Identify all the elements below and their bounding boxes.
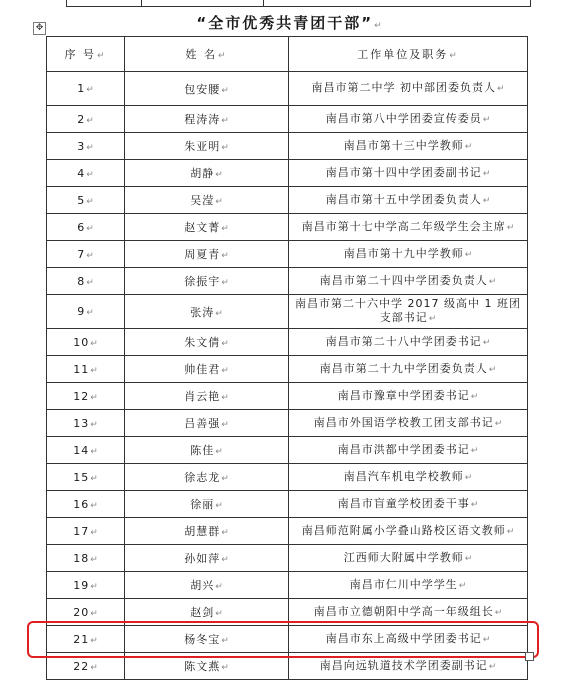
paragraph-mark-icon: ↵ bbox=[90, 419, 98, 430]
paragraph-mark-icon: ↵ bbox=[221, 366, 229, 376]
paragraph-mark-icon: ↵ bbox=[215, 501, 223, 511]
table-row bbox=[47, 356, 528, 383]
award-roster-table[interactable] bbox=[46, 36, 528, 680]
table-row bbox=[47, 491, 528, 518]
paragraph-mark-icon: ↵ bbox=[90, 554, 98, 565]
table-row bbox=[47, 241, 528, 268]
previous-table-divider bbox=[141, 0, 142, 6]
document-title bbox=[0, 12, 580, 33]
paragraph-mark-icon: ↵ bbox=[506, 222, 515, 233]
paragraph-mark-icon: ↵ bbox=[90, 527, 98, 538]
paragraph-mark-icon: ↵ bbox=[221, 116, 229, 126]
paragraph-mark-icon: ↵ bbox=[506, 526, 515, 537]
table-row bbox=[47, 106, 528, 133]
paragraph-mark-icon: ↵ bbox=[482, 195, 491, 206]
table-row bbox=[47, 464, 528, 491]
paragraph-mark-icon: ↵ bbox=[221, 528, 229, 538]
paragraph-mark-icon: ↵ bbox=[86, 85, 94, 95]
row-name-cell[interactable]: 徐丽↵ bbox=[125, 491, 289, 518]
row-unit-cell[interactable]: 南昌市第十七中学高二年级学生会主席↵ bbox=[289, 214, 528, 241]
paragraph-mark-icon: ↵ bbox=[86, 308, 94, 318]
table-row bbox=[47, 329, 528, 356]
table-row bbox=[47, 383, 528, 410]
paragraph-mark-icon: ↵ bbox=[215, 609, 223, 619]
row-number-cell[interactable]: 9↵ bbox=[47, 295, 125, 329]
selection-highlight-box bbox=[27, 621, 539, 658]
paragraph-mark-icon: ↵ bbox=[496, 84, 505, 94]
row-name-cell[interactable]: 肖云艳↵ bbox=[125, 383, 289, 410]
paragraph-mark-icon: ↵ bbox=[221, 474, 229, 484]
paragraph-mark-icon: ↵ bbox=[90, 338, 98, 349]
paragraph-mark-icon: ↵ bbox=[90, 446, 98, 457]
row-number-cell[interactable]: 10↵ bbox=[47, 329, 125, 356]
row-unit-cell[interactable]: 南昌市立德朝阳中学高一年级组长↵ bbox=[289, 599, 528, 626]
row-number-cell[interactable]: 7↵ bbox=[47, 241, 125, 268]
paragraph-mark-icon: ↵ bbox=[221, 278, 229, 288]
paragraph-mark-icon: ↵ bbox=[464, 472, 473, 483]
paragraph-mark-icon: ↵ bbox=[488, 276, 497, 287]
row-number-cell[interactable]: 3↵ bbox=[47, 133, 125, 160]
paragraph-mark-icon: ↵ bbox=[217, 51, 228, 61]
table-row bbox=[47, 160, 528, 187]
paragraph-mark-icon: ↵ bbox=[86, 142, 94, 153]
paragraph-mark-icon: ↵ bbox=[90, 581, 98, 592]
paragraph-mark-icon: ↵ bbox=[464, 553, 473, 564]
paragraph-mark-icon: ↵ bbox=[90, 608, 98, 619]
table-body bbox=[47, 72, 528, 680]
paragraph-mark-icon: ↵ bbox=[488, 661, 497, 672]
paragraph-mark-icon: ↵ bbox=[215, 170, 223, 180]
paragraph-mark-icon: ↵ bbox=[86, 169, 94, 180]
table-row bbox=[47, 545, 528, 572]
row-unit-cell[interactable]: 南昌市东上高级中学团委书记↵ bbox=[289, 626, 528, 653]
row-unit-cell[interactable]: 南昌市第十三中学教师↵ bbox=[289, 133, 528, 160]
paragraph-mark-icon: ↵ bbox=[96, 51, 107, 61]
table-row bbox=[47, 72, 528, 106]
paragraph-mark-icon: ↵ bbox=[428, 314, 437, 324]
row-unit-cell[interactable]: 南昌市第十九中学教师↵ bbox=[289, 241, 528, 268]
row-name-cell[interactable]: 张涛↵ bbox=[125, 295, 289, 329]
row-name-cell[interactable]: 胡慧群↵ bbox=[125, 518, 289, 545]
row-number-cell[interactable]: 1↵ bbox=[47, 72, 125, 106]
row-name-cell[interactable]: 赵剑↵ bbox=[125, 599, 289, 626]
previous-table-fragment bbox=[66, 0, 531, 7]
table-move-handle-icon[interactable]: ✥ bbox=[33, 22, 46, 35]
paragraph-mark-icon: ↵ bbox=[86, 115, 94, 126]
paragraph-mark-icon: ↵ bbox=[90, 662, 98, 673]
paragraph-mark-icon: ↵ bbox=[221, 339, 229, 349]
previous-table-divider bbox=[263, 0, 264, 6]
row-unit-cell[interactable]: 南昌师范附属小学叠山路校区语文教师↵ bbox=[289, 518, 528, 545]
paragraph-mark-icon: ↵ bbox=[221, 85, 229, 96]
row-name-cell[interactable]: 陈文燕↵ bbox=[125, 653, 289, 680]
row-number-cell[interactable]: 22↵ bbox=[47, 653, 125, 680]
paragraph-mark-icon: ↵ bbox=[221, 251, 229, 261]
paragraph-mark-icon: ↵ bbox=[221, 143, 229, 153]
row-unit-cell[interactable]: 南昌市仁川中学学生↵ bbox=[289, 572, 528, 599]
paragraph-mark-icon: ↵ bbox=[215, 447, 223, 457]
paragraph-mark-icon: ↵ bbox=[90, 473, 98, 484]
paragraph-mark-icon: ↵ bbox=[482, 337, 491, 348]
row-unit-cell[interactable]: 南昌市第八中学团委宣传委员↵ bbox=[289, 106, 528, 133]
paragraph-mark-icon: ↵ bbox=[215, 197, 223, 207]
row-name-cell[interactable]: 赵文菁↵ bbox=[125, 214, 289, 241]
row-name-cell[interactable]: 周夏青↵ bbox=[125, 241, 289, 268]
paragraph-mark-icon: ↵ bbox=[90, 635, 98, 646]
row-name-cell[interactable]: 朱文倩↵ bbox=[125, 329, 289, 356]
row-number-cell[interactable]: 18↵ bbox=[47, 545, 125, 572]
paragraph-mark-icon: ↵ bbox=[470, 499, 479, 510]
header-cell-number[interactable]: 序 号↵ bbox=[47, 37, 125, 72]
paragraph-mark-icon: ↵ bbox=[86, 277, 94, 288]
paragraph-mark-icon: ↵ bbox=[482, 168, 491, 179]
paragraph-mark-icon: ↵ bbox=[449, 51, 459, 61]
row-unit-cell[interactable]: 南昌市第二中学 初中部团委负责人↵ bbox=[289, 72, 528, 106]
paragraph-mark-icon: ↵ bbox=[482, 114, 491, 125]
paragraph-mark-icon: ↵ bbox=[215, 308, 223, 319]
table-row bbox=[47, 410, 528, 437]
paragraph-mark-icon: ↵ bbox=[458, 580, 467, 591]
table-row bbox=[47, 518, 528, 545]
row-number-cell[interactable]: 19↵ bbox=[47, 572, 125, 599]
row-unit-cell[interactable]: 南昌市外国语学校教工团支部书记↵ bbox=[289, 410, 528, 437]
paragraph-mark-icon: ↵ bbox=[90, 365, 98, 376]
row-name-cell[interactable]: 胡静↵ bbox=[125, 160, 289, 187]
paragraph-mark-icon: ↵ bbox=[86, 196, 94, 207]
row-name-cell[interactable]: 胡兴↵ bbox=[125, 572, 289, 599]
paragraph-mark-icon: ↵ bbox=[464, 141, 473, 152]
title-text: “全市优秀共青团干部” bbox=[196, 14, 374, 32]
row-unit-cell[interactable]: 南昌市第十五中学团委负责人↵ bbox=[289, 187, 528, 214]
row-unit-cell[interactable]: 南昌市第二十九中学团委负责人↵ bbox=[289, 356, 528, 383]
row-name-cell[interactable]: 程涛涛↵ bbox=[125, 106, 289, 133]
row-unit-cell[interactable]: 南昌市豫章中学团委书记↵ bbox=[289, 383, 528, 410]
paragraph-mark-icon: ↵ bbox=[90, 500, 98, 511]
header-cell-name[interactable]: 姓 名↵ bbox=[125, 37, 289, 72]
table-row bbox=[47, 295, 528, 329]
paragraph-mark-icon: ↵ bbox=[90, 392, 98, 403]
row-number-cell[interactable]: 13↵ bbox=[47, 410, 125, 437]
paragraph-mark-icon: ↵ bbox=[494, 607, 503, 618]
row-unit-cell[interactable]: 南昌市盲童学校团委干事↵ bbox=[289, 491, 528, 518]
paragraph-mark-icon: ↵ bbox=[482, 634, 491, 645]
row-name-cell[interactable]: 杨冬宝↵ bbox=[125, 626, 289, 653]
table-row bbox=[47, 268, 528, 295]
header-cell-unit[interactable]: 工作单位及职务↵ bbox=[289, 37, 528, 72]
row-name-cell[interactable]: 吕善强↵ bbox=[125, 410, 289, 437]
row-number-cell[interactable]: 8↵ bbox=[47, 268, 125, 295]
row-number-cell[interactable]: 17↵ bbox=[47, 518, 125, 545]
paragraph-mark-icon: ↵ bbox=[221, 224, 229, 234]
row-name-cell[interactable]: 孙如萍↵ bbox=[125, 545, 289, 572]
paragraph-mark-icon: ↵ bbox=[221, 636, 229, 646]
paragraph-mark-icon: ↵ bbox=[470, 445, 479, 456]
paragraph-mark-icon: ↵ bbox=[86, 223, 94, 234]
paragraph-mark-icon: ↵ bbox=[221, 663, 229, 673]
table-row bbox=[47, 187, 528, 214]
paragraph-mark-icon: ↵ bbox=[221, 555, 229, 565]
table-row bbox=[47, 572, 528, 599]
row-unit-cell[interactable]: 南昌汽车机电学校教师↵ bbox=[289, 464, 528, 491]
row-unit-cell[interactable]: 南昌市第十四中学团委副书记↵ bbox=[289, 160, 528, 187]
row-number-cell[interactable]: 2↵ bbox=[47, 106, 125, 133]
row-name-cell[interactable]: 包安腰↵ bbox=[125, 72, 289, 106]
paragraph-mark-icon: ↵ bbox=[470, 391, 479, 402]
paragraph-mark-icon: ↵ bbox=[488, 364, 497, 375]
row-name-cell[interactable]: 朱亚明↵ bbox=[125, 133, 289, 160]
table-header-row bbox=[47, 37, 528, 72]
paragraph-mark-icon: ↵ bbox=[86, 250, 94, 261]
row-unit-cell[interactable]: 南昌市第二十八中学团委书记↵ bbox=[289, 329, 528, 356]
row-name-cell[interactable]: 徐志龙↵ bbox=[125, 464, 289, 491]
row-number-cell[interactable]: 6↵ bbox=[47, 214, 125, 241]
row-number-cell[interactable]: 15↵ bbox=[47, 464, 125, 491]
row-name-cell[interactable]: 陈佳↵ bbox=[125, 437, 289, 464]
paragraph-mark-icon: ↵ bbox=[221, 393, 229, 403]
row-name-cell[interactable]: 吴滢↵ bbox=[125, 187, 289, 214]
table-row bbox=[47, 214, 528, 241]
row-number-cell[interactable]: 21↵ bbox=[47, 626, 125, 653]
paragraph-mark-icon: ↵ bbox=[464, 249, 473, 260]
row-number-cell[interactable]: 20↵ bbox=[47, 599, 125, 626]
row-number-cell[interactable]: 11↵ bbox=[47, 356, 125, 383]
row-unit-cell[interactable]: 南昌市第二十四中学团委负责人↵ bbox=[289, 268, 528, 295]
paragraph-mark-icon: ↵ bbox=[374, 21, 384, 31]
row-unit-cell[interactable]: 南昌市洪都中学团委书记↵ bbox=[289, 437, 528, 464]
row-unit-cell[interactable]: 南昌市第二十六中学 2017 级高中 1 班团支部书记↵ bbox=[289, 295, 528, 329]
paragraph-mark-icon: ↵ bbox=[221, 420, 229, 430]
row-name-cell[interactable]: 徐振宇↵ bbox=[125, 268, 289, 295]
table-resize-handle-icon[interactable] bbox=[525, 652, 534, 661]
row-name-cell[interactable]: 帅佳君↵ bbox=[125, 356, 289, 383]
paragraph-mark-icon: ↵ bbox=[494, 418, 503, 429]
table-row bbox=[47, 437, 528, 464]
row-unit-cell[interactable]: 南昌向远轨道技术学团委副书记↵ bbox=[289, 653, 528, 680]
paragraph-mark-icon: ↵ bbox=[215, 582, 223, 592]
row-number-cell[interactable]: 14↵ bbox=[47, 437, 125, 464]
row-number-cell[interactable]: 16↵ bbox=[47, 491, 125, 518]
row-number-cell[interactable]: 12↵ bbox=[47, 383, 125, 410]
row-unit-cell[interactable]: 江西师大附属中学教师↵ bbox=[289, 545, 528, 572]
row-number-cell[interactable]: 5↵ bbox=[47, 187, 125, 214]
row-number-cell[interactable]: 4↵ bbox=[47, 160, 125, 187]
table-row bbox=[47, 133, 528, 160]
